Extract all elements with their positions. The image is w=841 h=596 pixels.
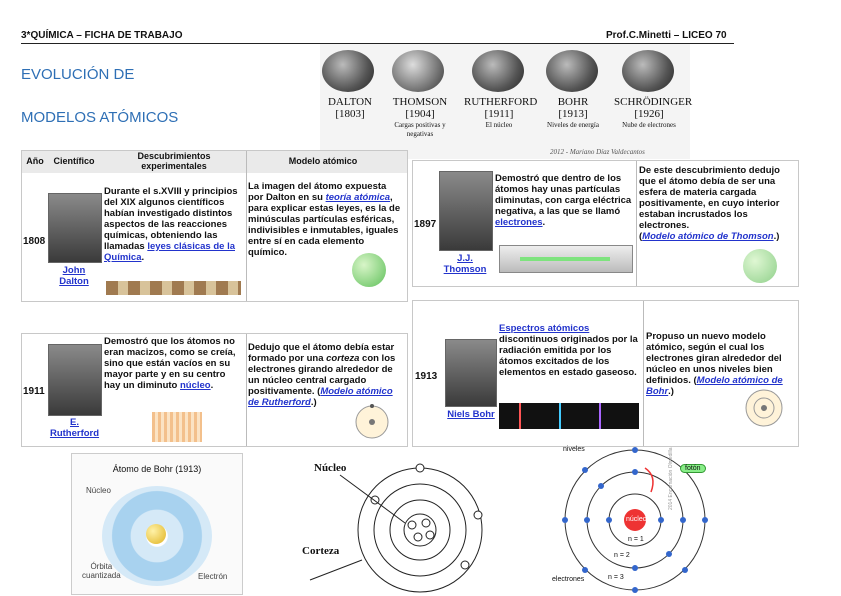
rutherford-name-link[interactable]: E. Rutherford: [49, 417, 100, 439]
dalton-sphere-image: [352, 253, 386, 287]
header-right: Prof.C.Minetti – LICEO 70: [606, 30, 727, 41]
nucleus-link[interactable]: núcleo: [180, 380, 211, 391]
thomson-atom-icon: [392, 50, 444, 92]
diagram2-nucleo: Núcleo: [314, 462, 347, 474]
emission-spectrum-image: [499, 403, 639, 429]
timeline-desc: Nube de electrones: [622, 121, 676, 129]
diagram3-n2: n = 2: [614, 552, 630, 559]
timeline-name: BOHR: [557, 96, 589, 108]
dalton-atom-icon: [322, 50, 374, 92]
timeline-desc: El núcleo: [485, 121, 513, 129]
timeline-name: THOMSON: [392, 96, 448, 108]
timeline-name: SCHRÖDINGER: [614, 96, 693, 108]
timeline-name: DALTON: [327, 96, 372, 108]
timeline-year: [1904]: [405, 108, 435, 120]
dalton-discovery: Durante el s.XVIII y principios del XIX algunos científicos habían investigado distintos aspectos de las reacciones químicas, obteniendo las llamadas leyes clásicas de la Química.: [104, 186, 238, 263]
thomson-name-link[interactable]: J.J. Thomson: [443, 253, 487, 275]
timeline-credit: 2012 - Mariano Díaz Valdecantos: [550, 148, 645, 156]
rutherford-year: 1911: [23, 386, 45, 397]
bohr-year: 1913: [415, 371, 438, 382]
col-scientist: Científico: [53, 156, 95, 166]
thomson-discovery: Demostró que dentro de los átomos hay unas partículas diminutas, con carga eléctrica negativa, a las que se llamó electrones.: [495, 173, 632, 228]
bohr-atom-diagram: [71, 453, 243, 595]
header-left: 3*QUÍMICA – FICHA DE TRABAJO: [21, 30, 183, 41]
timeline-year: [1803]: [335, 108, 365, 120]
diagram1-title: Átomo de Bohr (1913): [112, 464, 202, 474]
bohr-atom-icon: [546, 50, 598, 92]
col-model: Modelo atómico: [288, 156, 358, 166]
dalton-theory-link[interactable]: teoría atómica: [325, 192, 391, 203]
dalton-particles-image: [106, 281, 241, 295]
bohr-model: Propuso un nuevo modelo atómico, según el cual los electrones giran alrededor del núcleo en unos niveles bien definidos. (Modelo atómico de Bohr.): [646, 331, 783, 397]
timeline-year: [1911]: [484, 108, 514, 120]
diagram3-foton: fotón: [680, 464, 706, 473]
rutherford-nucleus-diagram: [300, 455, 500, 595]
dalton-year: 1808: [23, 236, 46, 247]
diagram3-niveles: niveles: [563, 446, 585, 453]
diagram3-n3: n = 3: [608, 574, 624, 581]
thomson-model: De este descubrimiento dedujo que el átomo debía de ser una esfera de materia cargada positivamente, en cuyo interior estaban incrustados los electrones. (Modelo atómico de Thomson.): [639, 165, 780, 242]
rutherford-atom-icon: [472, 50, 524, 92]
title-line1: EVOLUCIÓN DE: [21, 66, 135, 83]
bohr-name-link[interactable]: Niels Bohr: [447, 409, 495, 420]
rutherford-discovery: Demostró que los átomos no eran macizos, como se creía, sino que están vacíos en su mayor parte y en su centro hay un diminuto núcleo.: [104, 336, 236, 391]
diagram3-credit: 2014 Encarnación Olmedilla: [668, 447, 674, 510]
dalton-model: La imagen del átomo expuesta por Dalton en su teoría atómica, para explicar estas leyes, es la de minúsculas partículas esféricas, indivisibles e inmutables, iguales entre sí en cada elemento químico.: [248, 181, 401, 258]
nucleus-graphic: [146, 524, 166, 544]
diagram2-corteza: Corteza: [302, 545, 340, 557]
timeline-desc: Niveles de energía: [547, 121, 599, 129]
diagram1-nucleo: Núcleo: [86, 486, 111, 495]
gold-foil-image: [152, 412, 202, 442]
bohr-card: [412, 300, 799, 447]
col-discoveries: Descubrimientos experimentales: [137, 151, 211, 171]
diagram3-electrones: electrones: [552, 576, 585, 583]
bohr-portrait: [445, 339, 497, 407]
timeline-year: [1926]: [634, 108, 664, 120]
dalton-laws-link[interactable]: leyes clásicas de la Química: [104, 241, 235, 263]
title-line2: MODELOS ATÓMICOS: [21, 109, 179, 126]
rutherford-portrait: [48, 344, 102, 416]
dalton-name-link[interactable]: John Dalton: [59, 265, 89, 287]
timeline-name: RUTHERFORD: [464, 96, 538, 108]
thomson-year: 1897: [414, 219, 437, 230]
diagram1-electron: Electrón: [198, 572, 228, 581]
col-year: Año: [26, 156, 44, 166]
schrodinger-atom-icon: [622, 50, 674, 92]
thomson-model-link[interactable]: Modelo atómico de Thomson: [642, 231, 774, 242]
bohr-atom-image: [743, 387, 785, 429]
bohr-model-link[interactable]: Modelo atómico de Bohr: [646, 375, 783, 397]
rutherford-model-link[interactable]: Modelo atómico de Rutherford: [248, 386, 393, 408]
thomson-portrait: [439, 171, 493, 251]
rutherford-atom-image: [352, 402, 392, 442]
diagram3-nucleo: núcleo: [626, 516, 647, 523]
rutherford-card: [21, 333, 408, 447]
bohr-discovery: Espectros atómicos discontinuos originados por la radiación emitida por los átomos excitados de los elementos en estado gaseoso.: [499, 323, 638, 378]
cathode-ray-tube-image: [499, 245, 633, 273]
electrons-link[interactable]: electrones: [495, 217, 543, 228]
thomson-sphere-image: [743, 249, 777, 283]
rutherford-model: Dedujo que el átomo debía estar formado por una corteza con los electrones girando alrededor de un núcleo central cargado positivamente. (Modelo atómico de Rutherford.): [248, 342, 396, 408]
diagram3-n1: n = 1: [628, 536, 644, 543]
thomson-card: [412, 160, 799, 287]
atomic-spectra-link[interactable]: Espectros atómicos: [499, 323, 590, 334]
dalton-card: [21, 150, 408, 302]
atomic-model-timeline: [320, 44, 693, 159]
dalton-portrait: [48, 193, 102, 263]
timeline-year: [1913]: [558, 108, 588, 120]
diagram1-orbit-label: Órbita cuantizada: [82, 562, 121, 580]
timeline-desc: Cargas positivas y negativas: [394, 121, 446, 138]
